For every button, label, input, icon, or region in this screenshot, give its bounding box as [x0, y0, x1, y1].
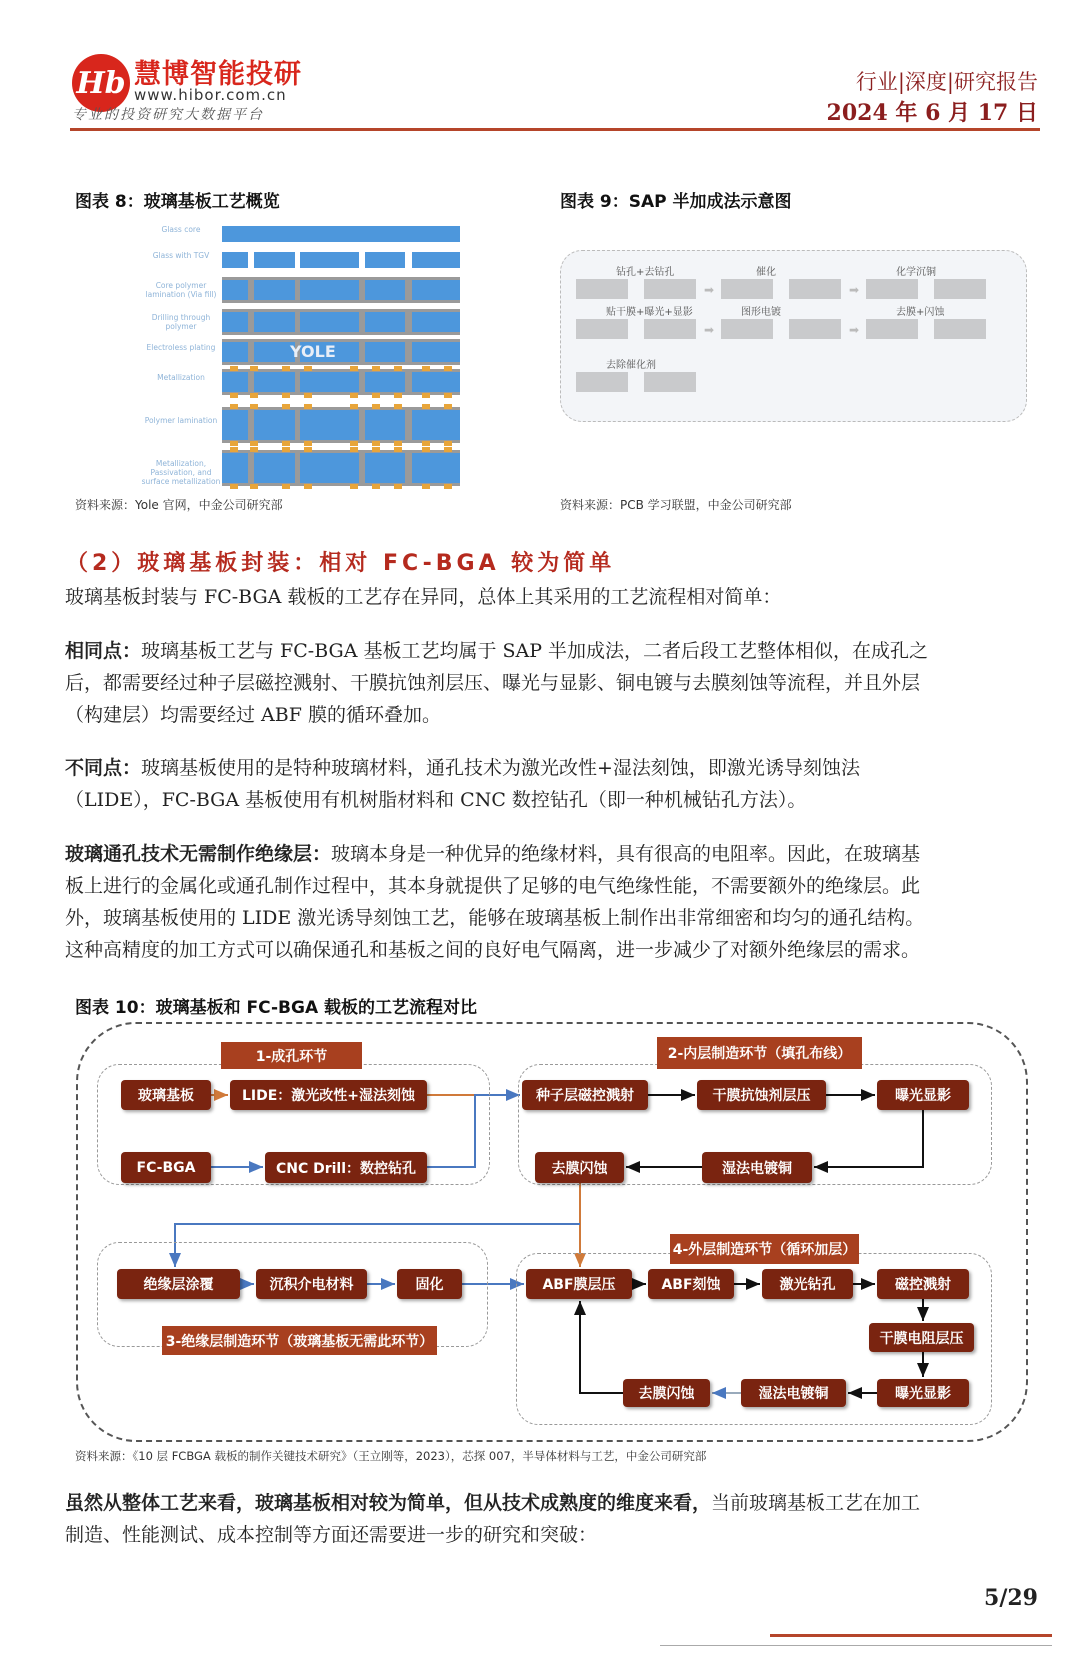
report-date: 2024 年 6 月 17 日	[826, 100, 1038, 126]
process-node-expose1: 曝光显影	[877, 1080, 969, 1110]
figure8-step-label: Polymer lamination	[144, 416, 218, 425]
paragraph-lead: 虽然从整体工艺来看，玻璃基板相对较为简单，但从技术成熟度的维度来看，	[65, 1492, 712, 1514]
figure9-step-label: 贴干膜+曝光+显影	[606, 307, 693, 318]
process-node-deposit: 沉积介电材料	[256, 1269, 367, 1299]
footer-divider-thin	[660, 1645, 1052, 1646]
process-node-abflam: ABF膜层压	[526, 1269, 632, 1299]
figure8-step-label: Glass core	[161, 225, 201, 234]
figure9-step-label: 图形电镀	[741, 307, 781, 318]
process-node-strip2: 去膜闪蚀	[623, 1379, 710, 1407]
process-node-fcbga: FC-BGA	[121, 1152, 211, 1183]
paragraph-line: 外，玻璃基板使用的 LIDE 激光诱导刻蚀工艺，能够在玻璃基板上制作出非常细密和均匀的通孔结构。	[65, 907, 925, 929]
figure9-title: 图表 9：SAP 半加成法示意图	[560, 192, 792, 212]
process-node-glass: 玻璃基板	[121, 1080, 211, 1110]
watermark-logo: YOLE	[290, 342, 336, 361]
figure8-title: 图表 8：玻璃基板工艺概览	[75, 192, 280, 212]
arrow-icon: ➡	[704, 283, 715, 297]
figure9-step-label: 化学沉铜	[896, 267, 936, 278]
process-node-dryfilm: 干膜抗蚀剂层压	[697, 1080, 826, 1110]
paragraph-line: （构建层）均需要经过 ABF 膜的循环叠加。	[65, 704, 441, 726]
figure8-step-label: Metallization	[157, 373, 205, 382]
process-group-label: 3-绝缘层制造环节（玻璃基板无需此环节）	[162, 1326, 437, 1355]
paragraph-line: 当前玻璃基板工艺在加工	[711, 1492, 921, 1514]
process-node-strip1: 去膜闪蚀	[535, 1152, 624, 1183]
arrow-icon: ➡	[849, 323, 860, 337]
intro-paragraph: 玻璃基板封装与 FC-BGA 载板的工艺存在异同，总体上其采用的工艺流程相对简单：	[65, 586, 782, 608]
arrow-icon: ➡	[704, 323, 715, 337]
process-node-plate1: 湿法电镀铜	[702, 1152, 812, 1183]
figure8-step-label: Core polymer lamination (Via fill)	[145, 281, 217, 299]
process-node-plate2: 湿法电镀铜	[741, 1379, 846, 1407]
process-node-laser: 激光钻孔	[762, 1269, 853, 1299]
process-group-label: 4-外层制造环节（循环加层）	[670, 1234, 859, 1264]
brand-slogan: 专业的投资研究大数据平台	[72, 107, 264, 123]
figure8-step-label: Metallization, Passivation, and surface metallization	[141, 459, 221, 486]
section-heading: （2）玻璃基板封装：相对 FC-BGA 较为简单	[66, 551, 616, 576]
figure8-source: 资料来源：Yole 官网，中金公司研究部	[75, 498, 283, 512]
process-group-label: 1-成孔环节	[221, 1042, 362, 1069]
arrow-icon: ➡	[849, 283, 860, 297]
footer-divider	[770, 1634, 1052, 1637]
figure9-step-label: 去膜+闪蚀	[896, 307, 945, 318]
conclusion-paragraph	[65, 1487, 1040, 1551]
figure9-step-label: 催化	[756, 267, 776, 278]
figure8-step-label: Electroless plating	[146, 343, 216, 352]
page-number: 5/29	[984, 1585, 1038, 1611]
paragraph-line: 玻璃本身是一种优异的绝缘材料，具有很高的电阻率。因此，在玻璃基	[331, 843, 921, 865]
process-node-sputter: 磁控溅射	[877, 1269, 969, 1299]
paragraph-line: 后，都需要经过种子层磁控溅射、干膜抗蚀剂层压、曝光与显影、铜电镀与去膜刻蚀等流程，并且外层	[65, 672, 921, 694]
figure10-title: 图表 10：玻璃基板和 FC-BGA 载板的工艺流程对比	[75, 998, 478, 1018]
figure9-step-label: 钻孔+去钻孔	[616, 267, 675, 278]
process-group-label: 2-内层制造环节（填孔布线）	[657, 1037, 862, 1069]
process-node-lide: LIDE：激光改性+湿法刻蚀	[230, 1080, 427, 1110]
figure8-step-label: Drilling through polymer	[151, 313, 211, 331]
paragraph-line: 玻璃基板工艺与 FC-BGA 基板工艺均属于 SAP 半加成法，二者后段工艺整体相似，在成孔之	[141, 640, 929, 662]
brand-url[interactable]: www.hibor.com.cn	[134, 86, 287, 104]
paragraph-line: 玻璃基板使用的是特种玻璃材料，通孔技术为激光改性+湿法刻蚀，即激光诱导刻蚀法	[141, 757, 860, 779]
paragraph-line: 板上进行的金属化或通孔制作过程中，其本身就提供了足够的电气绝缘性能，不需要额外的绝缘层。此	[65, 875, 921, 897]
figure10-source: 资料来源：《10 层 FCBGA 载板的制作关键技术研究》（王立刚等，2023），芯探 007，半导体材料与工艺，中金公司研究部	[75, 1449, 707, 1463]
process-node-insul: 绝缘层涂覆	[117, 1269, 240, 1299]
figure8-step-label: Glass with TGV	[152, 251, 210, 260]
figure9-step-label: 去除催化剂	[606, 360, 656, 371]
process-node-dryres: 干膜电阻层压	[869, 1323, 974, 1352]
logo-mark: Hb	[72, 54, 130, 112]
brand-name: 慧博智能投研	[134, 59, 302, 90]
process-node-expose2: 曝光显影	[877, 1379, 969, 1407]
paragraph-line: 这种高精度的加工方式可以确保通孔和基板之间的良好电气隔离，进一步减少了对额外绝缘层的需求。	[65, 939, 921, 961]
process-node-seed: 种子层磁控溅射	[522, 1080, 648, 1110]
process-node-cnc: CNC Drill：数控钻孔	[265, 1152, 427, 1183]
paragraph-lead: 不同点：	[65, 757, 142, 779]
figure9-source: 资料来源：PCB 学习联盟，中金公司研究部	[560, 498, 792, 512]
report-type: 行业|深度|研究报告	[855, 70, 1038, 94]
paragraph-lead: 玻璃通孔技术无需制作绝缘层：	[65, 843, 332, 865]
paragraph-line: （LIDE），FC-BGA 基板使用有机树脂材料和 CNC 数控钻孔（即一种机械钻孔方法）。	[65, 789, 807, 811]
process-node-cure: 固化	[397, 1269, 462, 1299]
paragraph-line: 制造、性能测试、成本控制等方面还需要进一步的研究和突破：	[65, 1524, 598, 1546]
paragraph-lead: 相同点：	[65, 640, 142, 662]
process-node-abfetch: ABF刻蚀	[648, 1269, 734, 1299]
